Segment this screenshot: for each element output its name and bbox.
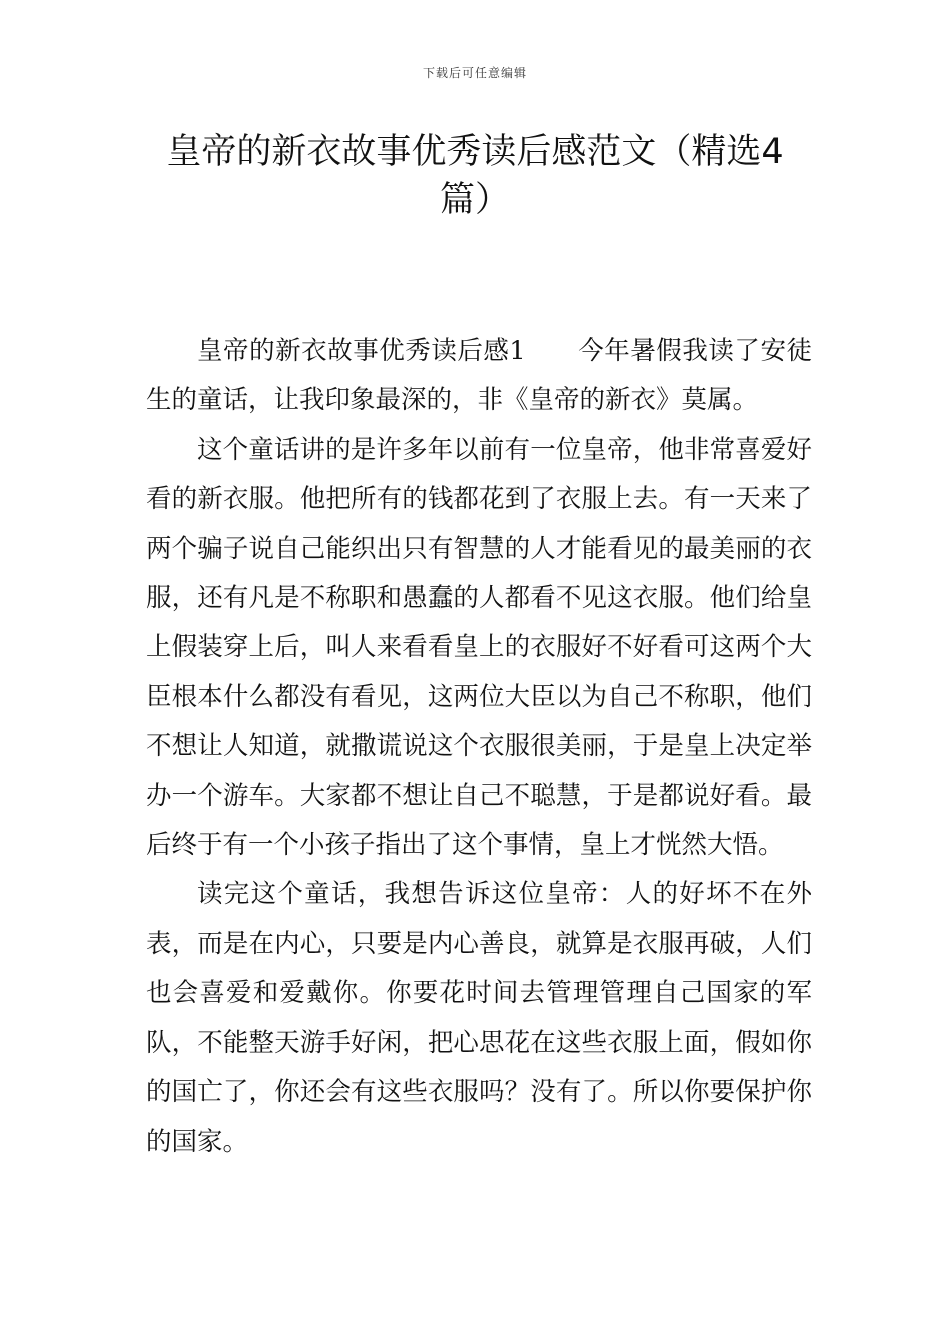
section-heading: 皇帝的新衣故事优秀读后感1 <box>197 336 526 366</box>
paragraph-1-text: 今年暑假我读了安徒生的童话，让我印象最深的，非《皇帝的新衣》莫属。 <box>146 336 812 416</box>
document-body <box>146 327 812 1167</box>
paragraph-3: 读完这个童话，我想告诉这位皇帝：人的好坏不在外表，而是在内心，只要是内心善良，就算是衣服再破，人们也会喜爱和爱戴你。你要花时间去管理管理自己国家的军队，不能整天游手好闲，把心思花在这些衣服上面，假如你的国亡了，你还会有这些衣服吗？没有了。所以你要保护你的国家。 <box>146 879 812 1157</box>
header-note: 下载后可任意编辑 <box>422 66 527 80</box>
paragraph-2: 这个童话讲的是许多年以前有一位皇帝，他非常喜爱好看的新衣服。他把所有的钱都花到了衣服上去。有一天来了两个骗子说自己能织出只有智慧的人才能看见的最美丽的衣服，还有凡是不称职和愚蠢的人都看不见这衣服。他们给皇上假装穿上后，叫人来看看皇上的衣服好不好看可这两个大臣根本什么都没有看见，这两位大臣以为自己不称职，他们不想让人知道，就撒谎说这个衣服很美丽，于是皇上决定举办一个游车。大家都不想让自己不聪慧，于是都说好看。最后终于有一个小孩子指出了这个事情，皇上才恍然大悟。 <box>146 434 812 861</box>
paragraph-1 <box>146 327 812 426</box>
document-title: 皇帝的新衣故事优秀读后感范文（精选4篇） <box>166 132 784 220</box>
